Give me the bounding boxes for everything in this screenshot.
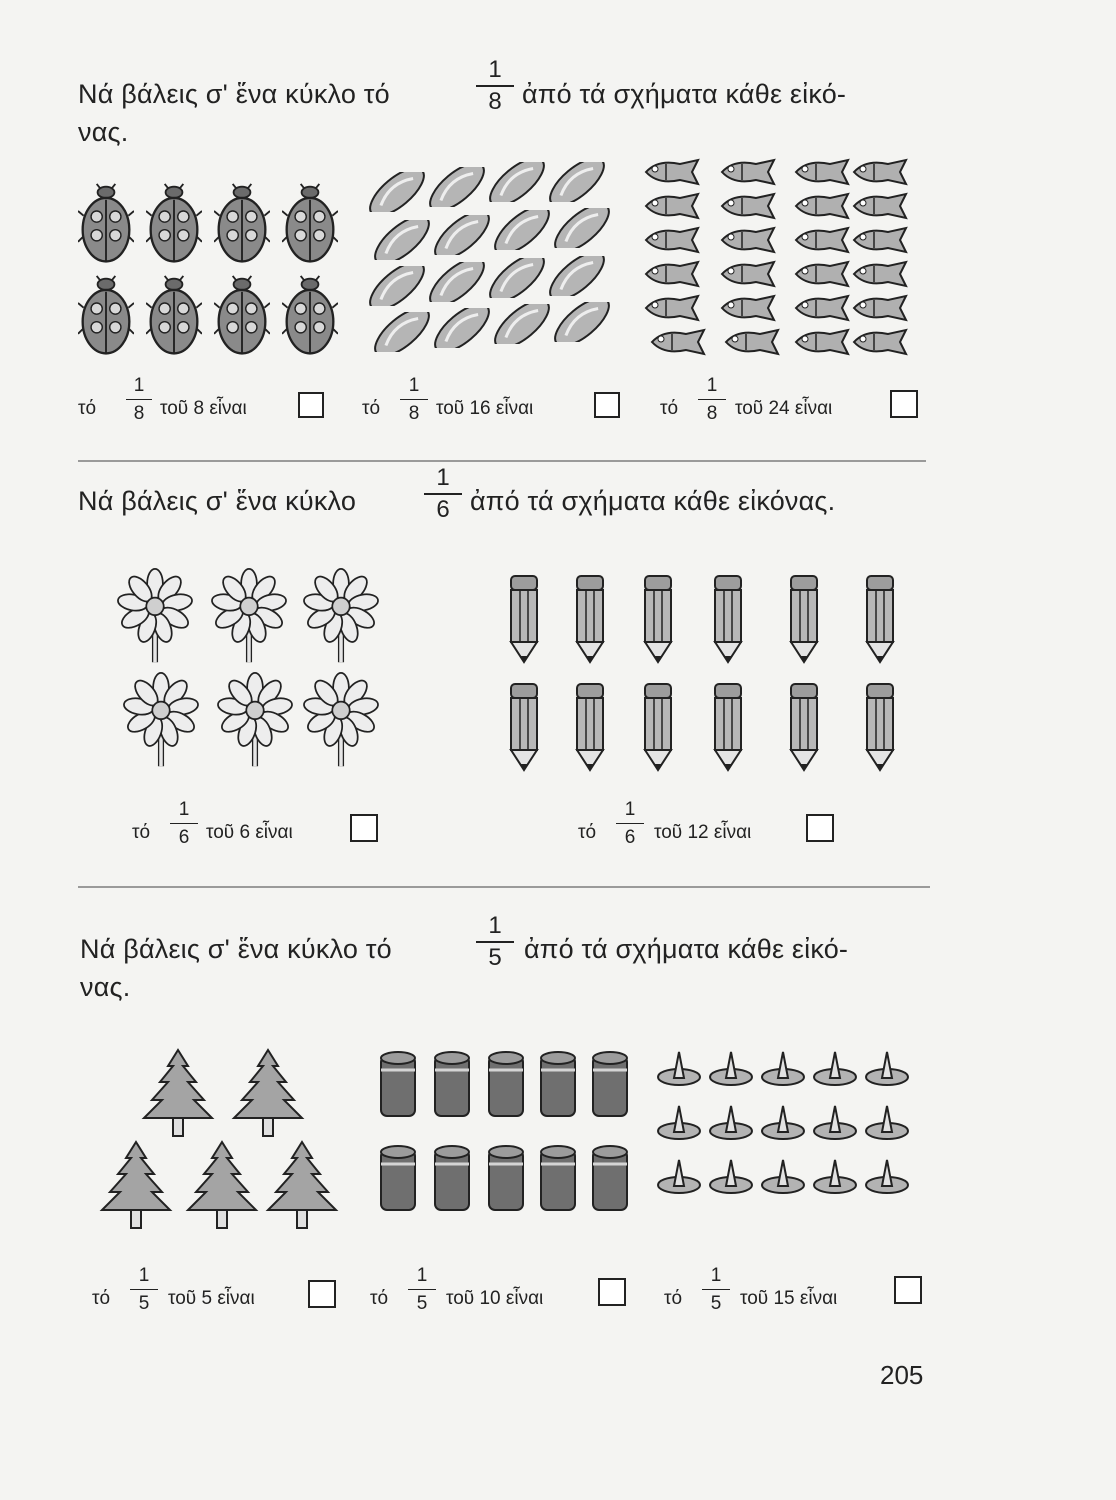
can-icon xyxy=(489,1146,523,1210)
pencil-icon xyxy=(511,684,537,770)
fish-icon xyxy=(796,262,848,286)
fish-icon xyxy=(854,296,906,320)
ladybug-icon xyxy=(214,276,270,353)
flower-icon xyxy=(303,569,380,662)
tack-icon xyxy=(762,1160,804,1193)
fish-icon xyxy=(646,262,698,286)
bread-icon xyxy=(483,150,552,214)
answer-prefix: τό xyxy=(132,822,151,843)
fish-icon xyxy=(646,228,698,252)
answer-prefix: τό xyxy=(660,398,679,419)
answer-text: τοῦ 24 εἶναι xyxy=(735,398,833,419)
fish-icon xyxy=(652,330,704,354)
ladybug-icon xyxy=(214,184,270,261)
pencil-icon xyxy=(791,684,817,770)
answer-fraction xyxy=(170,800,198,847)
can-icon xyxy=(381,1052,415,1116)
fish-icon xyxy=(722,228,774,252)
fraction-numerator: 1 xyxy=(408,375,420,396)
fraction-denominator: 8 xyxy=(488,88,502,115)
bread-icon xyxy=(428,203,497,267)
tack-icon xyxy=(658,1106,700,1139)
answer-box[interactable] xyxy=(806,814,834,842)
fish-icon xyxy=(646,160,698,184)
fraction-bar xyxy=(400,399,428,400)
bread-icon xyxy=(363,254,432,318)
answer-fraction xyxy=(408,1266,436,1313)
answer-prefix: τό xyxy=(370,1288,389,1309)
fraction-bar xyxy=(126,399,152,400)
ladybug-group xyxy=(78,183,338,373)
pencil-icon xyxy=(867,576,893,662)
flower-icon xyxy=(217,673,294,766)
fraction-bar xyxy=(616,823,644,824)
tack-icon xyxy=(814,1052,856,1085)
bread-group xyxy=(362,162,622,362)
instruction-text: Νά βάλεις σ' ἕνα κύκλο τό xyxy=(78,79,390,109)
answer-box[interactable] xyxy=(890,390,918,418)
section-divider xyxy=(78,460,926,462)
fish-icon xyxy=(854,194,906,218)
instruction-text: Νά βάλεις σ' ἕνα κύκλο xyxy=(78,486,357,516)
answer-fraction xyxy=(702,1266,730,1313)
answer-fraction xyxy=(616,800,644,847)
instruction-text-continued: ἀπό τά σχήματα κάθε εἰκό- xyxy=(524,934,849,964)
fraction-bar xyxy=(424,493,462,495)
answer-prefix: τό xyxy=(664,1288,683,1309)
answer-text: τοῦ 6 εἶναι xyxy=(206,822,293,843)
ladybug-icon xyxy=(146,184,202,261)
instruction-text: Νά βάλεις σ' ἕνα κύκλο τό xyxy=(80,934,392,964)
tack-icon xyxy=(866,1106,908,1139)
tree-icon xyxy=(234,1050,302,1136)
ladybug-icon xyxy=(78,276,134,353)
answer-prefix: τό xyxy=(78,398,97,419)
fish-icon xyxy=(722,160,774,184)
answer-box[interactable] xyxy=(598,1278,626,1306)
tack-icon xyxy=(814,1160,856,1193)
fraction-denominator: 6 xyxy=(178,827,190,848)
fraction-numerator: 1 xyxy=(133,375,145,396)
answer-box[interactable] xyxy=(894,1276,922,1304)
tree-icon xyxy=(268,1142,336,1228)
tack-icon xyxy=(762,1052,804,1085)
ladybug-icon xyxy=(78,184,134,261)
fraction-numerator: 1 xyxy=(178,799,190,820)
fraction-denominator: 6 xyxy=(624,827,636,848)
instruction-text-continued: ἀπό τά σχήματα κάθε εἰκό- xyxy=(522,79,847,109)
tack-icon xyxy=(710,1160,752,1193)
fraction-bar xyxy=(476,85,514,87)
can-icon xyxy=(541,1052,575,1116)
can-icon xyxy=(435,1146,469,1210)
ladybug-icon xyxy=(282,184,338,261)
tree-group xyxy=(96,1048,346,1228)
fraction-numerator: 1 xyxy=(488,912,502,939)
ladybug-icon xyxy=(146,276,202,353)
bread-icon xyxy=(428,296,497,360)
can-icon xyxy=(381,1146,415,1210)
flower-icon xyxy=(303,673,380,766)
answer-text: τοῦ 10 εἶναι xyxy=(446,1288,544,1309)
fish-icon xyxy=(854,228,906,252)
fish-icon xyxy=(726,330,778,354)
can-icon xyxy=(435,1052,469,1116)
can-group xyxy=(378,1050,638,1220)
bread-icon xyxy=(368,300,437,364)
answer-fraction xyxy=(126,376,152,423)
answer-text: τοῦ 16 εἶναι xyxy=(436,398,534,419)
fraction-denominator: 5 xyxy=(710,1293,722,1314)
pencil-icon xyxy=(645,684,671,770)
fraction-bar xyxy=(130,1289,158,1290)
fish-icon xyxy=(796,330,848,354)
tack-icon xyxy=(866,1052,908,1085)
fish-icon xyxy=(796,228,848,252)
pencil-icon xyxy=(867,684,893,770)
fraction-bar xyxy=(702,1289,730,1290)
fraction-denominator: 8 xyxy=(706,403,718,424)
can-icon xyxy=(541,1146,575,1210)
instruction-fraction xyxy=(424,466,462,522)
fraction-numerator: 1 xyxy=(710,1265,722,1286)
answer-box[interactable] xyxy=(308,1280,336,1308)
tack-icon xyxy=(814,1106,856,1139)
answer-box[interactable] xyxy=(350,814,378,842)
fish-icon xyxy=(796,194,848,218)
fish-icon xyxy=(854,330,906,354)
tack-icon xyxy=(710,1106,752,1139)
tree-icon xyxy=(102,1142,170,1228)
fish-icon xyxy=(646,194,698,218)
bread-icon xyxy=(483,246,552,310)
fraction-denominator: 5 xyxy=(488,944,502,971)
bread-icon xyxy=(548,290,617,354)
fraction-numerator: 1 xyxy=(138,1265,150,1286)
bread-icon xyxy=(543,244,612,308)
pencil-icon xyxy=(715,576,741,662)
answer-fraction xyxy=(130,1266,158,1313)
fish-group xyxy=(640,157,920,357)
page-number: 205 xyxy=(880,1360,924,1390)
fraction-numerator: 1 xyxy=(436,464,450,491)
section-divider xyxy=(78,886,930,888)
tack-icon xyxy=(658,1052,700,1085)
fish-icon xyxy=(854,262,906,286)
bread-icon xyxy=(423,250,492,314)
can-icon xyxy=(593,1146,627,1210)
instruction-text-continued: ἀπό τά σχήματα κάθε εἰκόνας. xyxy=(470,486,836,516)
flower-icon xyxy=(123,673,200,766)
tack-icon xyxy=(658,1160,700,1193)
pencil-icon xyxy=(577,576,603,662)
fraction-bar xyxy=(170,823,198,824)
tack-icon xyxy=(710,1052,752,1085)
answer-box[interactable] xyxy=(594,392,620,418)
answer-fraction xyxy=(400,376,428,423)
bread-icon xyxy=(368,208,437,272)
fraction-bar xyxy=(476,941,514,943)
fraction-numerator: 1 xyxy=(488,56,502,83)
ladybug-icon xyxy=(282,276,338,353)
answer-prefix: τό xyxy=(92,1288,111,1309)
can-icon xyxy=(593,1052,627,1116)
tree-icon xyxy=(144,1050,212,1136)
fraction-numerator: 1 xyxy=(416,1265,428,1286)
bread-icon xyxy=(543,150,612,214)
fish-icon xyxy=(722,262,774,286)
fraction-denominator: 8 xyxy=(408,403,420,424)
flower-icon xyxy=(117,569,194,662)
fraction-bar xyxy=(408,1289,436,1290)
bread-icon xyxy=(488,198,557,262)
tack-icon xyxy=(866,1160,908,1193)
fraction-bar xyxy=(698,399,726,400)
instruction-fraction xyxy=(476,58,514,114)
fraction-numerator: 1 xyxy=(624,799,636,820)
pencil-icon xyxy=(715,684,741,770)
tree-icon xyxy=(188,1142,256,1228)
answer-text: τοῦ 8 εἶναι xyxy=(160,398,247,419)
fish-icon xyxy=(722,194,774,218)
pencil-group xyxy=(508,574,908,774)
answer-text: τοῦ 5 εἶναι xyxy=(168,1288,255,1309)
fish-icon xyxy=(646,296,698,320)
instruction-text-wrap: νας. xyxy=(78,117,129,147)
bread-icon xyxy=(488,292,557,356)
fish-icon xyxy=(722,296,774,320)
answer-fraction xyxy=(698,376,726,423)
instruction-text-wrap: νας. xyxy=(80,972,131,1002)
pencil-icon xyxy=(577,684,603,770)
fraction-denominator: 8 xyxy=(133,403,145,424)
instruction-fraction xyxy=(476,914,514,970)
fish-icon xyxy=(796,160,848,184)
fraction-denominator: 6 xyxy=(436,496,450,523)
bread-icon xyxy=(423,155,492,219)
pencil-icon xyxy=(791,576,817,662)
fraction-numerator: 1 xyxy=(706,375,718,396)
answer-prefix: τό xyxy=(578,822,597,843)
fraction-denominator: 5 xyxy=(416,1293,428,1314)
answer-prefix: τό xyxy=(362,398,381,419)
bread-icon xyxy=(363,160,432,224)
flower-icon xyxy=(211,569,288,662)
flower-group xyxy=(112,568,392,768)
answer-text: τοῦ 12 εἶναι xyxy=(654,822,752,843)
pencil-icon xyxy=(645,576,671,662)
fraction-denominator: 5 xyxy=(138,1293,150,1314)
answer-box[interactable] xyxy=(298,392,324,418)
answer-text: τοῦ 15 εἶναι xyxy=(740,1288,838,1309)
tack-icon xyxy=(762,1106,804,1139)
fish-icon xyxy=(854,160,906,184)
tack-group xyxy=(656,1050,926,1200)
pencil-icon xyxy=(511,576,537,662)
can-icon xyxy=(489,1052,523,1116)
fish-icon xyxy=(796,296,848,320)
bread-icon xyxy=(548,196,617,260)
